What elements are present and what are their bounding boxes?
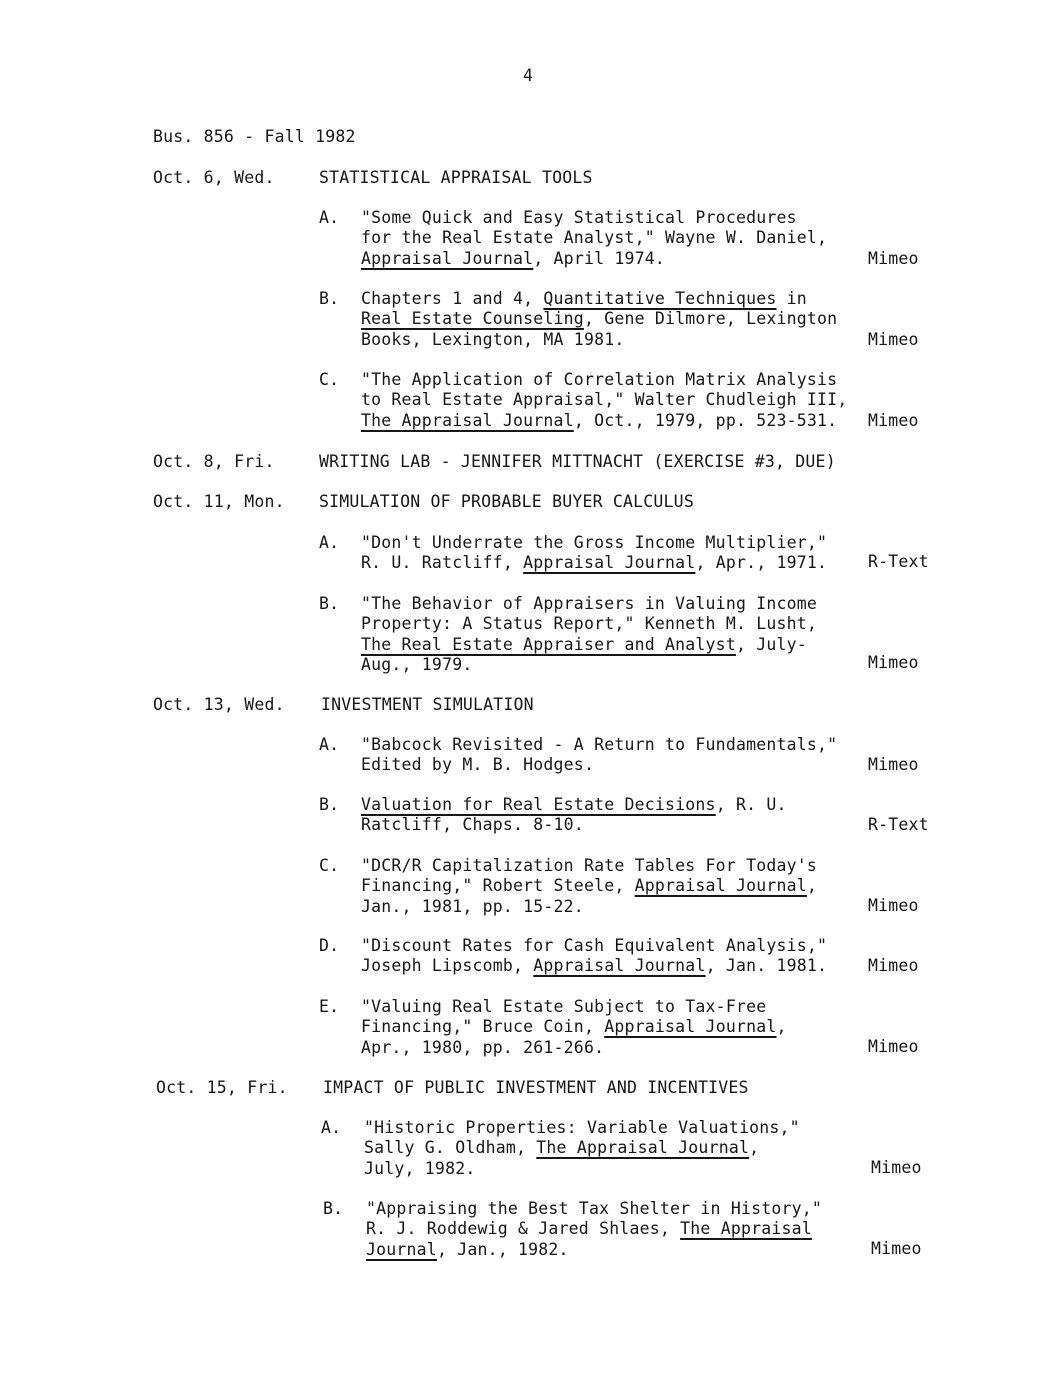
underlined-title: Quantitative Techniques bbox=[543, 289, 777, 308]
availability-label: Mimeo bbox=[868, 249, 919, 268]
reading-entry bbox=[361, 856, 861, 917]
item-letter: C. bbox=[319, 370, 340, 389]
underlined-title: Appraisal Journal bbox=[361, 248, 534, 268]
citation-text: Books, Lexington, MA 1981. bbox=[361, 329, 625, 349]
entry-line bbox=[366, 1219, 866, 1239]
entry-line bbox=[361, 249, 861, 269]
citation-text: Ratcliff, Chaps. 8-10. bbox=[361, 815, 584, 835]
item-letter: E. bbox=[319, 997, 340, 1016]
availability-label: Mimeo bbox=[871, 1239, 922, 1258]
reading-entry bbox=[364, 1118, 864, 1179]
entry-line bbox=[366, 1240, 866, 1260]
underlined-title: Valuation for Real Estate Decisions bbox=[361, 795, 716, 814]
reading-entry bbox=[361, 533, 861, 574]
availability-label: Mimeo bbox=[868, 411, 919, 430]
session-date: Oct. 6, Wed. bbox=[153, 168, 275, 187]
entry-line bbox=[361, 635, 861, 655]
citation-text: R. J. Roddewig & Jared Shlaes, bbox=[366, 1219, 681, 1239]
session-date: Oct. 8, Fri. bbox=[153, 452, 275, 471]
citation-text: "The Behavior of Appraisers in Valuing Income bbox=[361, 594, 818, 613]
entry-line bbox=[361, 755, 861, 775]
availability-label: Mimeo bbox=[868, 755, 919, 774]
citation-text: to Real Estate Appraisal," Walter Chudleigh III, bbox=[361, 390, 848, 410]
availability-label: R-Text bbox=[868, 815, 929, 834]
entry-line bbox=[361, 936, 861, 956]
entry-line bbox=[361, 856, 861, 876]
reading-entry bbox=[361, 795, 861, 836]
citation-text: R. U. Ratcliff, bbox=[361, 553, 524, 573]
reading-entry bbox=[361, 997, 861, 1058]
underlined-title: The Appraisal Journal bbox=[536, 1138, 750, 1158]
page-number: 4 bbox=[523, 66, 534, 85]
citation-text: Joseph Lipscomb, bbox=[361, 956, 534, 976]
availability-label: R-Text bbox=[868, 552, 929, 571]
entry-line bbox=[361, 614, 861, 634]
entry-line bbox=[364, 1138, 864, 1158]
citation-text: , Jan. 1981. bbox=[705, 956, 828, 976]
citation-text: for the Real Estate Analyst," Wayne W. Daniel, bbox=[361, 228, 828, 248]
citation-text: "Some Quick and Easy Statistical Procedures bbox=[361, 208, 797, 227]
citation-text: Property: A Status Report," Kenneth M. Lusht, bbox=[361, 614, 818, 634]
session-topic: SIMULATION OF PROBABLE BUYER CALCULUS bbox=[319, 492, 694, 511]
citation-text: , April 1974. bbox=[533, 248, 666, 268]
item-letter: A. bbox=[319, 208, 340, 227]
citation-text: , July- bbox=[735, 634, 807, 654]
citation-text: , Apr., 1971. bbox=[695, 553, 828, 573]
entry-line bbox=[361, 956, 861, 976]
citation-text: July, 1982. bbox=[364, 1158, 476, 1178]
citation-text: Apr., 1980, pp. 261-266. bbox=[361, 1037, 605, 1057]
entry-line bbox=[366, 1199, 866, 1219]
session-topic: INVESTMENT SIMULATION bbox=[321, 695, 534, 714]
availability-label: Mimeo bbox=[868, 330, 919, 349]
citation-text: "Discount Rates for Cash Equivalent Analysis," bbox=[361, 936, 828, 955]
item-letter: A. bbox=[319, 533, 340, 552]
availability-label: Mimeo bbox=[871, 1158, 922, 1177]
entry-line bbox=[361, 655, 861, 675]
item-letter: A. bbox=[321, 1118, 342, 1137]
entry-line bbox=[361, 289, 861, 309]
reading-entry bbox=[361, 289, 861, 350]
underlined-title: Journal bbox=[366, 1239, 437, 1259]
availability-label: Mimeo bbox=[868, 956, 919, 975]
item-letter: B. bbox=[319, 594, 340, 613]
entry-line bbox=[361, 553, 861, 573]
citation-text: Chapters 1 and 4, bbox=[361, 289, 544, 308]
entry-line bbox=[361, 330, 861, 350]
citation-text: "Appraising the Best Tax Shelter in History," bbox=[366, 1199, 823, 1218]
citation-text: "Babcock Revisited - A Return to Fundamentals," bbox=[361, 735, 838, 754]
citation-text: Sally G. Oldham, bbox=[364, 1138, 537, 1158]
citation-text: Edited by M. B. Hodges. bbox=[361, 755, 595, 775]
entry-line bbox=[364, 1159, 864, 1179]
underlined-title: The Real Estate Appraiser and Analyst bbox=[361, 634, 736, 654]
session-date: Oct. 15, Fri. bbox=[156, 1078, 288, 1097]
underlined-title: Real Estate Counseling bbox=[361, 309, 584, 329]
citation-text: Financing," Robert Steele, bbox=[361, 876, 635, 896]
item-letter: D. bbox=[319, 936, 340, 955]
citation-text: in bbox=[776, 289, 807, 308]
item-letter: A. bbox=[319, 735, 340, 754]
citation-text: , Gene Dilmore, Lexington bbox=[583, 309, 838, 329]
entry-line bbox=[361, 309, 861, 329]
citation-text: "The Application of Correlation Matrix Analysis bbox=[361, 370, 838, 389]
underlined-title: Appraisal Journal bbox=[533, 956, 706, 976]
citation-text: Jan., 1981, pp. 15-22. bbox=[361, 896, 584, 916]
underlined-title: Appraisal Journal bbox=[523, 553, 696, 573]
availability-label: Mimeo bbox=[868, 896, 919, 915]
session-date: Oct. 13, Wed. bbox=[153, 695, 285, 714]
entry-line bbox=[361, 815, 861, 835]
entry-line bbox=[361, 795, 861, 815]
entry-line bbox=[361, 735, 861, 755]
underlined-title: The Appraisal Journal bbox=[361, 410, 574, 430]
entry-line bbox=[361, 897, 861, 917]
reading-entry bbox=[366, 1199, 866, 1260]
reading-entry bbox=[361, 735, 861, 776]
entry-line bbox=[361, 228, 861, 248]
entry-line bbox=[361, 1017, 861, 1037]
citation-text: "Historic Properties: Variable Valuations," bbox=[364, 1118, 800, 1137]
citation-text: , Jan., 1982. bbox=[436, 1239, 569, 1259]
entry-line bbox=[361, 533, 861, 553]
citation-text: "Don't Underrate the Gross Income Multiplier," bbox=[361, 533, 828, 552]
underlined-title: Appraisal Journal bbox=[634, 876, 807, 896]
availability-label: Mimeo bbox=[868, 1037, 919, 1056]
session-topic: WRITING LAB - JENNIFER MITTNACHT (EXERCISE #3, DUE) bbox=[319, 452, 836, 471]
item-letter: B. bbox=[323, 1199, 344, 1218]
citation-text: "DCR/R Capitalization Rate Tables For Today's bbox=[361, 856, 818, 875]
reading-entry bbox=[361, 936, 861, 977]
citation-text: Aug., 1979. bbox=[361, 654, 473, 674]
reading-entry bbox=[361, 370, 861, 431]
citation-text: Financing," Bruce Coin, bbox=[361, 1017, 605, 1037]
course-header: Bus. 856 - Fall 1982 bbox=[153, 127, 356, 146]
reading-entry bbox=[361, 594, 861, 675]
item-letter: B. bbox=[319, 795, 340, 814]
entry-line bbox=[361, 876, 861, 896]
entry-line bbox=[361, 370, 861, 390]
entry-line bbox=[361, 1038, 861, 1058]
entry-line bbox=[361, 997, 861, 1017]
citation-text: "Valuing Real Estate Subject to Tax-Free bbox=[361, 997, 767, 1016]
session-topic: IMPACT OF PUBLIC INVESTMENT AND INCENTIVES bbox=[323, 1078, 749, 1097]
session-topic: STATISTICAL APPRAISAL TOOLS bbox=[319, 168, 593, 187]
entry-line bbox=[361, 411, 861, 431]
citation-text: , bbox=[806, 876, 818, 896]
entry-line bbox=[361, 594, 861, 614]
item-letter: B. bbox=[319, 289, 340, 308]
entry-line bbox=[364, 1118, 864, 1138]
underlined-title: The Appraisal bbox=[680, 1219, 812, 1239]
item-letter: C. bbox=[319, 856, 340, 875]
citation-text: , R. U. bbox=[715, 795, 787, 814]
underlined-title: Appraisal Journal bbox=[604, 1017, 777, 1037]
entry-line bbox=[361, 390, 861, 410]
citation-text: , Oct., 1979, pp. 523-531. bbox=[573, 410, 838, 430]
availability-label: Mimeo bbox=[868, 653, 919, 672]
reading-entry bbox=[361, 208, 861, 269]
session-date: Oct. 11, Mon. bbox=[153, 492, 285, 511]
citation-text: , bbox=[776, 1017, 787, 1037]
entry-line bbox=[361, 208, 861, 228]
citation-text: , bbox=[749, 1138, 760, 1158]
